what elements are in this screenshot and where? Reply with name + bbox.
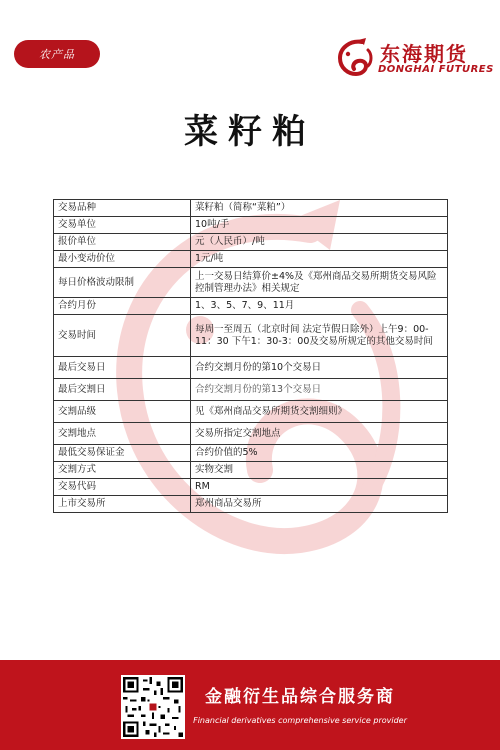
spec-label: 合约月份 xyxy=(54,298,191,315)
spec-label: 交割方式 xyxy=(54,462,191,479)
spec-row xyxy=(54,445,448,462)
spec-value: 郑州商品交易所 xyxy=(191,496,448,513)
footer-slogan: 金融衍生品综合服务商 xyxy=(205,687,395,707)
spec-value: 菜籽粕（简称“菜粕”） xyxy=(191,200,448,217)
footer-slogan-english: Financial derivatives comprehensive service provider xyxy=(193,716,407,725)
spec-label: 最后交割日 xyxy=(54,379,191,401)
spec-value: 合约交割月份的第10个交易日 xyxy=(191,357,448,379)
qr-code-icon[interactable] xyxy=(121,675,185,739)
spec-label: 交割品级 xyxy=(54,401,191,423)
spec-value: 合约价值的5% xyxy=(191,445,448,462)
spec-value: 合约交割月份的第13个交易日 xyxy=(191,379,448,401)
contract-spec-table xyxy=(53,199,448,513)
spec-row xyxy=(54,217,448,234)
spec-row xyxy=(54,479,448,496)
logo-chinese-name: 东海期货 xyxy=(380,42,468,66)
category-badge: 农产品 xyxy=(14,40,100,68)
spec-label: 每日价格波动限制 xyxy=(54,268,191,298)
spec-row xyxy=(54,401,448,423)
spec-row xyxy=(54,200,448,217)
spec-row xyxy=(54,234,448,251)
spec-label: 交易品种 xyxy=(54,200,191,217)
spec-label: 交易单位 xyxy=(54,217,191,234)
spec-label: 报价单位 xyxy=(54,234,191,251)
spec-label: 最低交易保证金 xyxy=(54,445,191,462)
spec-label: 交割地点 xyxy=(54,423,191,445)
spec-label: 交易代码 xyxy=(54,479,191,496)
spec-value: 1元/吨 xyxy=(191,251,448,268)
logo-english-name: DONGHAI FUTURES xyxy=(378,64,494,75)
spec-row xyxy=(54,496,448,513)
spec-row xyxy=(54,423,448,445)
spec-label: 上市交易所 xyxy=(54,496,191,513)
spec-value: 每周一至周五（北京时间 法定节假日除外）上午9：00-11：30 下午1：30-3：00及交易所规定的其他交易时间 xyxy=(191,315,448,357)
page-title: 菜籽粕 xyxy=(184,112,316,152)
spec-value: RM xyxy=(191,479,448,496)
spec-row xyxy=(54,462,448,479)
spec-row xyxy=(54,251,448,268)
spec-row xyxy=(54,315,448,357)
spec-value: 上一交易日结算价±4%及《郑州商品交易所期货交易风险控制管理办法》相关规定 xyxy=(191,268,448,298)
spec-value: 见《郑州商品交易所期货交割细则》 xyxy=(191,401,448,423)
spec-row xyxy=(54,268,448,298)
spec-row xyxy=(54,298,448,315)
spec-label: 交易时间 xyxy=(54,315,191,357)
spec-row xyxy=(54,357,448,379)
dragon-logo-icon xyxy=(332,36,376,80)
spec-value: 实物交割 xyxy=(191,462,448,479)
spec-label: 最后交易日 xyxy=(54,357,191,379)
spec-value: 1、3、5、7、9、11月 xyxy=(191,298,448,315)
spec-value: 10吨/手 xyxy=(191,217,448,234)
spec-value: 交易所指定交割地点 xyxy=(191,423,448,445)
spec-value: 元（人民币）/吨 xyxy=(191,234,448,251)
spec-row xyxy=(54,379,448,401)
donghai-logo xyxy=(332,34,492,84)
spec-label: 最小变动价位 xyxy=(54,251,191,268)
